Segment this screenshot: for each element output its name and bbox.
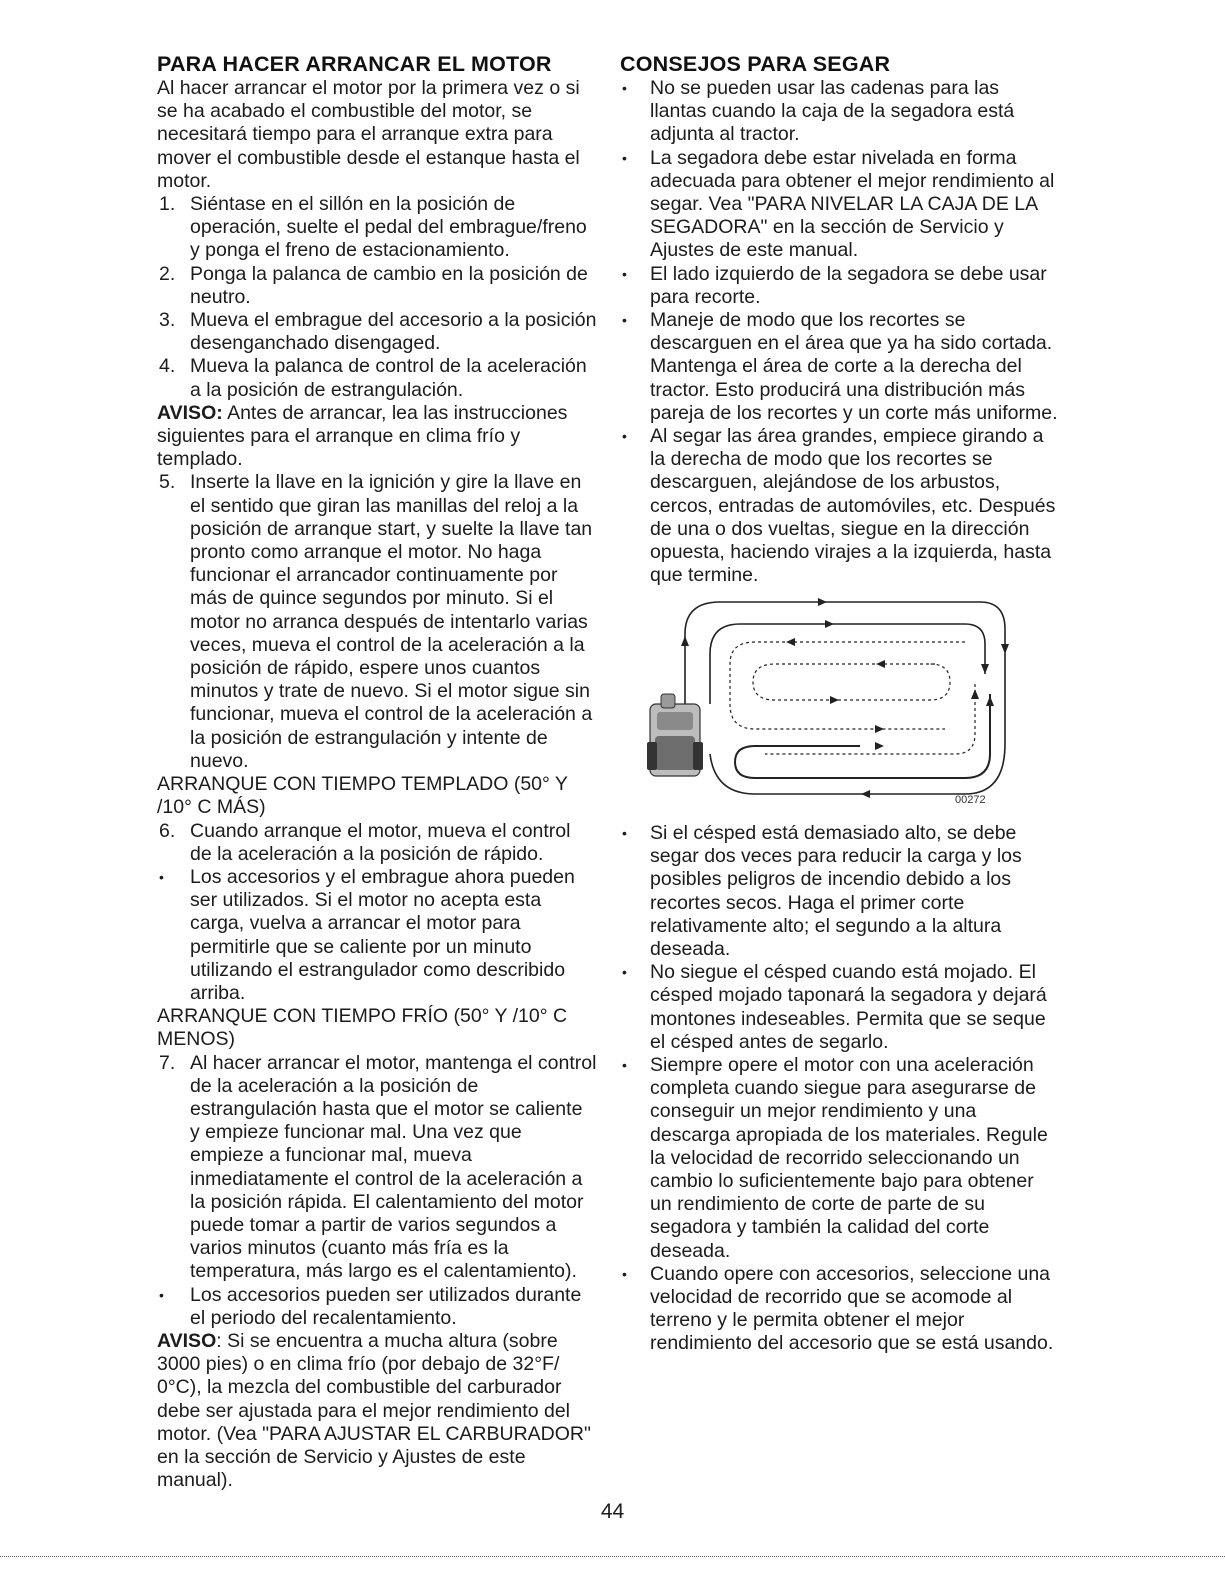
bullet-icon: • bbox=[622, 149, 627, 166]
interior-path-2 bbox=[753, 664, 950, 700]
outer-path bbox=[685, 602, 1005, 794]
arrow-right-icon bbox=[875, 725, 884, 733]
tip-item: • El lado izquierdo de la segadora se debe usar para recorte. bbox=[622, 262, 1047, 308]
step-4: 4. Mueva la palanca de control de la aceleración a la posición de estrangulación. bbox=[159, 355, 587, 401]
tip-item: • Al segar las área grandes, empiece girando a la derecha de modo que los recortes se descarguen, alejándose de los arbustos, cercos, entradas de automóviles, etc. Después de una o dos vueltas, siegue en la dirección opuesta, haciendo virajes a la izquierda, hasta que termine. bbox=[622, 425, 1056, 587]
bullet-icon: • bbox=[159, 1286, 164, 1303]
arrow-up-icon bbox=[681, 636, 689, 646]
bullet-icon: • bbox=[622, 1265, 627, 1282]
bullet-icon: • bbox=[622, 1057, 627, 1074]
inner-bottom-path bbox=[735, 694, 990, 778]
start-engine-heading: PARA HACER ARRANCAR EL MOTOR bbox=[157, 52, 552, 76]
bullet-icon: • bbox=[622, 964, 627, 981]
arrow-right-icon bbox=[818, 598, 827, 606]
arrow-down-icon bbox=[1001, 644, 1009, 654]
arrow-up-icon bbox=[986, 696, 994, 706]
step-1: 1. Siéntase en el sillón en la posición de operación, suelte el pedal del embrague/freno y ponga el freno de estacionamiento. bbox=[159, 193, 587, 262]
arrow-up-icon bbox=[971, 689, 979, 699]
arrow-down-icon bbox=[981, 664, 989, 674]
figure-code: 00272 bbox=[955, 794, 986, 806]
right-column-lower bbox=[620, 822, 1060, 1356]
step-5: 5. Inserte la llave en la ignición y gire la llave en el sentido que giran las manillas del reloj a la posición de arranque start, y suelte la llave tan pronto como arranque el motor. No haga funcionar el arrancador continuamente por más de quince segundos por minuto. Si el motor no arranca después de intentarlo varias veces, mueva el control de la aceleración a la posición de rápido, espere unos cuantos minutos y trate de nuevo. Si el motor sigue sin funcionar, mueva el control de la aceleración a la posición de estrangulación y intente de nuevo. bbox=[159, 471, 593, 772]
arrow-right-icon bbox=[875, 742, 884, 750]
bottom-divider bbox=[0, 1556, 1225, 1557]
aviso-note-1: AVISO: Antes de arrancar, lea las instrucciones siguientes para el arranque en clima frío y templado. bbox=[157, 401, 568, 471]
interior-path-3 bbox=[765, 684, 975, 754]
tip-item: • Maneje de modo que los recortes se descarguen en el área que ya ha sido cortada. Mantenga el área de corte a la derecha del tractor. Esto producirá una distribución más pareja de los recortes y un corte más uniforme. bbox=[622, 309, 1058, 424]
bullet-icon: • bbox=[622, 265, 627, 282]
page-number: 44 bbox=[600, 1500, 625, 1523]
bullet-accessories-2: • Los accesorios pueden ser utilizados durante el periodo del recalentamiento. bbox=[159, 1283, 582, 1329]
interior-path-1 bbox=[730, 642, 965, 729]
tip-item: • Siempre opere el motor con una aceleración completa cuando siegue para asegurarse de conseguir un mejor rendimiento y una descarga apropiada de los materiales. Regule la velocidad de recorrido seleccionando un cambio lo suficientemente bajo para obtener un rendimiento de corte de parte de su segadora y también la calidad del corte deseada. bbox=[622, 1054, 1048, 1262]
cold-start-heading: ARRANQUE CON TIEMPO FRÍO (50° Y /10° C MENOS) bbox=[157, 1005, 568, 1051]
mowing-pattern-diagram bbox=[645, 594, 1035, 804]
step-6: 6. Cuando arranque el motor, mueva el control de la aceleración a la posición de rápido. bbox=[159, 819, 571, 865]
bullet-accessories-1: • Los accesorios y el embrague ahora pueden ser utilizados. Si el motor no acepta esta carga, vuelva a arrancar el motor para permitirle que se caliente por un minuto utilizando el estrangulador como describido arriba. bbox=[159, 865, 575, 1004]
tip-item: • No se pueden usar las cadenas para las llantas cuando la caja de la segadora está adjunta al tractor. bbox=[622, 77, 1015, 146]
bullet-icon: • bbox=[622, 428, 627, 445]
tractor-icon bbox=[647, 694, 703, 776]
left-column bbox=[157, 52, 597, 1492]
aviso-note-2: AVISO: Si se encuentra a mucha altura (sobre 3000 pies) o en clima frío (por debajo de 32°F/ 0°C), la mezcla del combustible del carburador debe ser ajustada para el mejor rendimiento del motor. (Vea "PARA AJUSTAR EL CARBURADOR" en la sección de Servicio y Ajustes de este manual). bbox=[157, 1329, 591, 1492]
step-2: 2. Ponga la palanca de cambio en la posición de neutro. bbox=[159, 262, 588, 308]
tip-item: • La segadora debe estar nivelada en forma adecuada para obtener el mejor rendimiento al segar. Vea "PARA NIVELAR LA CAJA DE LA SEGADORA" en la sección de Servicio y Ajustes de este manual. bbox=[622, 146, 1055, 262]
arrow-right-icon bbox=[830, 696, 839, 704]
tip-item: • Si el césped está demasiado alto, se debe segar dos veces para reducir la carga y los posibles peligros de incendio debido a los recortes secos. Haga el primer corte relativamente alto; el segundo a la altura deseada. bbox=[622, 822, 1022, 961]
second-path bbox=[710, 624, 985, 704]
right-column bbox=[620, 52, 1060, 587]
arrow-left-icon bbox=[786, 638, 795, 646]
mowing-tips-heading: CONSEJOS PARA SEGAR bbox=[620, 52, 891, 76]
tip-item: • No siegue el césped cuando está mojado. El césped mojado taponará la segadora y dejará montones indeseables. Permita que se seque el césped antes de segarlo. bbox=[622, 961, 1047, 1053]
arrow-left-icon bbox=[861, 790, 870, 798]
arrow-right-icon bbox=[825, 620, 834, 628]
bullet-icon: • bbox=[159, 868, 164, 885]
warm-start-heading: ARRANQUE CON TIEMPO TEMPLADO (50° Y /10° C MÁS) bbox=[157, 773, 568, 819]
bullet-icon: • bbox=[622, 312, 627, 329]
step-3: 3. Mueva el embrague del accesorio a la posición desenganchado disengaged. bbox=[159, 309, 597, 355]
arrow-left-icon bbox=[876, 660, 885, 668]
bullet-icon: • bbox=[622, 80, 627, 96]
start-engine-intro: Al hacer arrancar el motor por la primera vez o si se ha acabado el combustible del motor, se necesitará tiempo para el arranque extra para mover el combustible desde el estanque hasta el motor. bbox=[157, 77, 580, 192]
tip-item: • Cuando opere con accesorios, seleccione una velocidad de recorrido que se acomode al terreno y le permita obtener el mejor rendimiento del accesorio que se está usando. bbox=[622, 1262, 1054, 1355]
bullet-icon: • bbox=[622, 825, 627, 841]
step-7: 7. Al hacer arrancar el motor, mantenga el control de la aceleración a la posición de estrangulación hasta que el motor se caliente y empieze funcionar mal. Una vez que empieze a funcionar mal, mueva inmediatamente el control de la aceleración a la posición rápida. El calentamiento del motor puede tomar a partir de varios segundos a varios minutos (cuanto más fría es la temperatura, más largo es el calentamiento). bbox=[159, 1051, 597, 1283]
